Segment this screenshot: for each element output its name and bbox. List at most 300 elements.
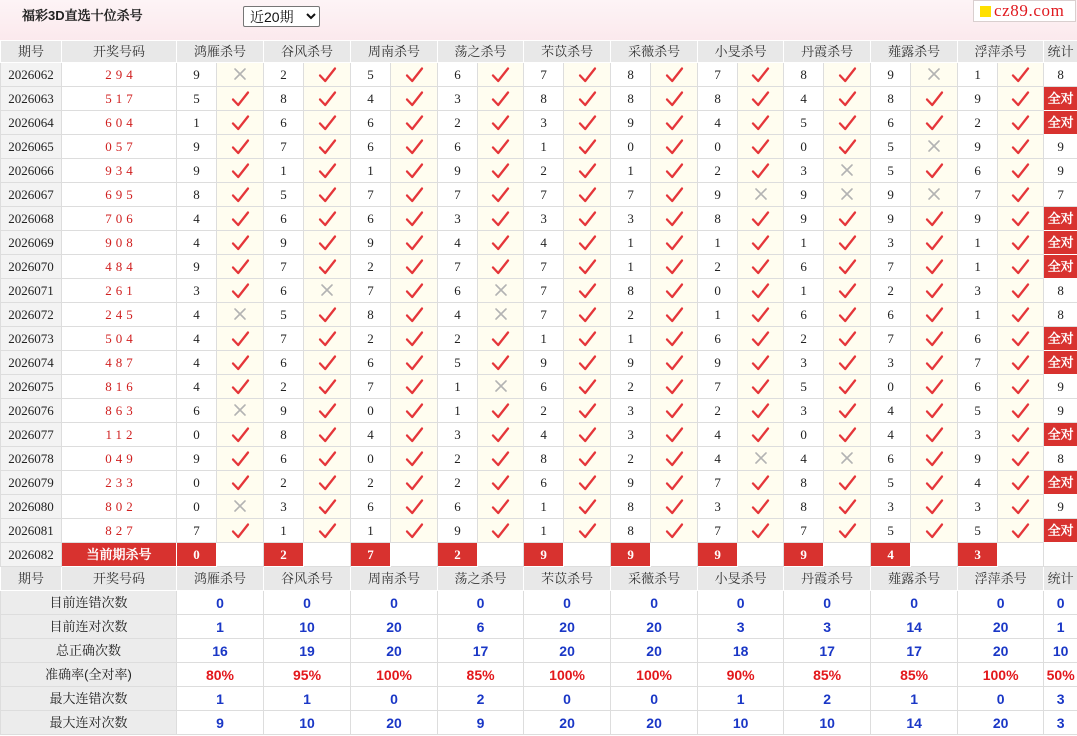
kill-result-cell [998,327,1044,351]
kill-result-cell [738,183,784,207]
summary-value: 0 [698,591,784,615]
kill-number-cell: 9 [264,231,304,255]
kill-result-cell [738,303,784,327]
check-icon [665,474,684,491]
check-icon [491,474,510,491]
kill-number-cell: 2 [871,279,911,303]
kill-number-cell: 1 [784,279,824,303]
kill-result-cell [824,207,871,231]
check-icon [665,234,684,251]
check-icon [578,522,597,539]
kill-number-cell: 8 [611,87,651,111]
cross-icon [320,283,334,297]
check-icon [231,138,250,155]
kill-number-cell: 9 [958,135,998,159]
kill-result-cell [738,447,784,471]
kill-number-cell: 7 [351,183,391,207]
kill-number-cell: 4 [177,303,217,327]
summary-label: 准确率(全对率) [1,663,177,687]
kill-result-cell [651,495,698,519]
summary-value: 3 [698,615,784,639]
check-icon [318,114,337,131]
kill-number-cell: 1 [611,159,651,183]
summary-value: 0 [264,591,351,615]
table-row [1,519,1077,543]
check-icon [405,498,424,515]
kill-result-cell [478,183,524,207]
kill-number-cell: 2 [351,255,391,279]
table-row [1,375,1077,399]
kill-result-cell [824,255,871,279]
period-cell: 2026074 [1,351,62,375]
check-icon [578,354,597,371]
kill-result-cell [478,87,524,111]
check-icon [665,90,684,107]
kill-number-cell: 2 [264,375,304,399]
kill-number-cell: 5 [438,351,478,375]
kill-number-cell: 8 [611,279,651,303]
check-icon [665,138,684,155]
period-cell: 2026078 [1,447,62,471]
kill-result-cell [998,279,1044,303]
column-header-expert: 鸿雁杀号 [177,41,264,63]
column-header-period: 期号 [1,567,62,591]
check-icon [751,354,770,371]
kill-result-cell [304,231,351,255]
kill-result-cell [998,423,1044,447]
table-row [1,255,1077,279]
kill-result-cell [391,471,438,495]
check-icon [751,234,770,251]
summary-value: 0 [958,591,1044,615]
kill-result-cell [824,87,871,111]
kill-number-cell: 2 [351,471,391,495]
check-icon [578,498,597,515]
kill-number-cell: 8 [264,87,304,111]
column-header-expert: 谷风杀号 [264,567,351,591]
stat-cell: 9 [1044,495,1077,519]
kill-number-cell: 9 [438,519,478,543]
check-icon [578,306,597,323]
kill-number-cell: 4 [438,231,478,255]
kill-number-cell: 2 [438,471,478,495]
summary-value: 0 [524,591,611,615]
kill-result-cell [651,207,698,231]
kill-result-cell [564,111,611,135]
summary-stat: 3 [1044,711,1077,735]
kill-result-cell [217,87,264,111]
kill-result-cell [217,303,264,327]
kill-number-cell: 6 [351,135,391,159]
kill-result-cell [911,183,958,207]
kill-result-cell [998,159,1044,183]
summary-value: 20 [958,615,1044,639]
kill-number-cell: 6 [351,351,391,375]
check-icon [751,378,770,395]
kill-result-cell [998,351,1044,375]
empty-cell [478,543,524,567]
kill-result-cell [217,279,264,303]
summary-value: 10 [264,711,351,735]
check-icon [491,114,510,131]
check-icon [925,234,944,251]
summary-value: 16 [177,639,264,663]
check-icon [925,114,944,131]
draw-number-cell: 057 [62,135,177,159]
kill-result-cell [911,423,958,447]
check-icon [1011,90,1030,107]
check-icon [751,90,770,107]
kill-result-cell [391,327,438,351]
kill-number-cell: 9 [958,447,998,471]
kill-number-cell: 7 [524,183,564,207]
kill-result-cell [738,423,784,447]
all-correct-badge: 全对 [1044,87,1077,111]
kill-number-cell: 7 [698,375,738,399]
kill-result-cell [911,279,958,303]
cross-icon [927,67,941,81]
current-kill-label: 当前期杀号 [62,543,177,567]
kill-result-cell [391,279,438,303]
check-icon [838,426,857,443]
summary-value: 0 [611,591,698,615]
check-icon [665,450,684,467]
kill-number-cell: 2 [784,327,824,351]
table-row [1,63,1077,87]
kill-result-cell [391,87,438,111]
kill-result-cell [564,447,611,471]
check-icon [1011,426,1030,443]
kill-number-cell: 8 [784,63,824,87]
kill-number-cell: 4 [351,423,391,447]
summary-value: 90% [698,663,784,687]
check-icon [405,138,424,155]
logo-text: cz89.com [994,1,1065,20]
kill-result-cell [564,255,611,279]
kill-result-cell [478,207,524,231]
kill-number-cell: 7 [871,255,911,279]
summary-label: 最大连对次数 [1,711,177,735]
kill-result-cell [391,351,438,375]
check-icon [665,498,684,515]
kill-number-cell: 7 [524,63,564,87]
check-icon [318,402,337,419]
kill-result-cell [824,423,871,447]
kill-number-cell: 4 [871,399,911,423]
kill-result-cell [911,519,958,543]
period-cell: 2026073 [1,327,62,351]
kill-number-cell: 2 [698,399,738,423]
kill-number-cell: 1 [524,327,564,351]
check-icon [318,378,337,395]
table-row [1,327,1077,351]
summary-stat: 10 [1044,639,1077,663]
check-icon [231,162,250,179]
kill-result-cell [824,135,871,159]
check-icon [405,90,424,107]
draw-number-cell: 706 [62,207,177,231]
check-icon [231,426,250,443]
kill-number-cell: 6 [871,303,911,327]
kill-number-cell: 6 [438,495,478,519]
summary-value: 20 [611,639,698,663]
period-range-select[interactable] [243,6,320,27]
empty-cell [217,543,264,567]
check-icon [231,378,250,395]
kill-number-cell: 8 [611,63,651,87]
period-cell: 2026065 [1,135,62,159]
summary-label: 目前连错次数 [1,591,177,615]
kill-result-cell [391,303,438,327]
check-icon [318,210,337,227]
kill-result-cell [564,399,611,423]
check-icon [231,210,250,227]
draw-number-cell: 487 [62,351,177,375]
kill-result-cell [478,231,524,255]
check-icon [491,138,510,155]
cross-icon [840,187,854,201]
period-cell: 2026081 [1,519,62,543]
column-header-expert: 芣苡杀号 [524,41,611,63]
check-icon [318,474,337,491]
kill-result-cell [824,519,871,543]
kill-number-cell: 6 [177,399,217,423]
kill-number-cell: 5 [871,519,911,543]
summary-value: 3 [784,615,871,639]
check-icon [838,402,857,419]
kill-result-cell [478,279,524,303]
kill-result-cell [564,207,611,231]
kill-result-cell [998,207,1044,231]
empty-cell [998,543,1044,567]
check-icon [491,402,510,419]
kill-number-cell: 2 [698,255,738,279]
kill-number-cell: 6 [698,327,738,351]
kill-result-cell [478,471,524,495]
kill-number-cell: 5 [784,375,824,399]
current-kill-number: 4 [871,543,911,567]
kill-number-cell: 0 [784,135,824,159]
summary-value: 9 [177,711,264,735]
draw-number-cell: 908 [62,231,177,255]
summary-value: 10 [698,711,784,735]
column-header-expert: 采薇杀号 [611,41,698,63]
check-icon [578,186,597,203]
kill-number-cell: 1 [264,159,304,183]
kill-number-cell: 7 [611,183,651,207]
kill-result-cell [564,495,611,519]
kill-result-cell [217,255,264,279]
column-header-expert: 周南杀号 [351,567,438,591]
kill-result-cell [824,159,871,183]
kill-result-cell [304,279,351,303]
summary-value: 85% [871,663,958,687]
kill-result-cell [304,303,351,327]
kill-result-cell [651,255,698,279]
period-cell: 2026069 [1,231,62,255]
check-icon [231,474,250,491]
summary-label: 总正确次数 [1,639,177,663]
kill-number-cell: 8 [698,87,738,111]
summary-value: 1 [264,687,351,711]
logo-square-icon [980,6,991,17]
kill-result-cell [998,519,1044,543]
check-icon [318,498,337,515]
kill-result-cell [391,447,438,471]
kill-number-cell: 7 [264,327,304,351]
kill-number-cell: 5 [871,159,911,183]
check-icon [925,450,944,467]
site-logo[interactable] [973,0,1076,22]
kill-result-cell [824,111,871,135]
kill-number-cell: 3 [784,159,824,183]
check-icon [231,114,250,131]
check-icon [231,234,250,251]
check-icon [491,426,510,443]
kill-result-cell [478,63,524,87]
kill-number-cell: 3 [611,399,651,423]
kill-number-cell: 8 [264,423,304,447]
all-correct-badge: 全对 [1044,207,1077,231]
check-icon [925,210,944,227]
draw-number-cell: 504 [62,327,177,351]
check-icon [231,354,250,371]
kill-result-cell [738,399,784,423]
check-icon [491,258,510,275]
check-icon [405,474,424,491]
kill-result-cell [911,399,958,423]
kill-number-cell: 2 [524,159,564,183]
kill-result-cell [998,375,1044,399]
kill-number-cell: 7 [958,351,998,375]
kill-result-cell [391,63,438,87]
kill-result-cell [564,303,611,327]
check-icon [318,522,337,539]
kill-number-cell: 5 [958,399,998,423]
kill-number-cell: 9 [871,63,911,87]
check-icon [578,258,597,275]
summary-value: 20 [524,711,611,735]
summary-value: 0 [784,591,871,615]
check-icon [318,450,337,467]
check-icon [838,114,857,131]
kill-number-cell: 4 [351,87,391,111]
kill-number-cell: 1 [958,255,998,279]
kill-result-cell [478,447,524,471]
kill-number-cell: 7 [958,183,998,207]
check-icon [491,210,510,227]
kill-result-cell [998,471,1044,495]
empty-cell [911,543,958,567]
check-icon [405,378,424,395]
period-cell: 2026067 [1,183,62,207]
kill-number-cell: 9 [698,351,738,375]
kill-number-cell: 9 [958,87,998,111]
check-icon [1011,234,1030,251]
check-icon [925,402,944,419]
kill-number-cell: 7 [264,255,304,279]
kill-number-cell: 2 [264,63,304,87]
check-icon [751,402,770,419]
column-header-expert: 丹霞杀号 [784,41,871,63]
column-header-expert: 薤露杀号 [871,41,958,63]
column-header-expert: 荡之杀号 [438,567,524,591]
check-icon [665,282,684,299]
header-row [1,41,1077,63]
current-kill-number: 9 [611,543,651,567]
kill-number-cell: 6 [264,351,304,375]
kill-number-cell: 3 [438,87,478,111]
check-icon [491,66,510,83]
period-cell: 2026080 [1,495,62,519]
kill-result-cell [651,447,698,471]
kill-result-cell [304,399,351,423]
summary-value: 0 [871,591,958,615]
kill-number-cell: 9 [784,207,824,231]
empty-cell [1044,543,1077,567]
check-icon [665,258,684,275]
kill-number-cell: 8 [524,87,564,111]
kill-result-cell [738,279,784,303]
kill-number-cell: 5 [177,87,217,111]
kill-result-cell [564,135,611,159]
top-bar [0,0,1077,40]
current-kill-row [1,543,1077,567]
kill-number-cell: 7 [524,255,564,279]
kill-result-cell [911,111,958,135]
draw-number-cell: 261 [62,279,177,303]
summary-value: 0 [351,687,438,711]
check-icon [318,234,337,251]
check-icon [838,522,857,539]
current-kill-number: 2 [438,543,478,567]
kill-number-cell: 2 [958,111,998,135]
kill-result-cell [391,375,438,399]
check-icon [665,402,684,419]
kill-result-cell [824,471,871,495]
kill-result-cell [391,255,438,279]
check-icon [405,522,424,539]
kill-number-cell: 7 [351,279,391,303]
kill-result-cell [564,519,611,543]
kill-result-cell [651,279,698,303]
kill-result-cell [651,303,698,327]
kill-result-cell [564,231,611,255]
kill-result-cell [564,87,611,111]
check-icon [1011,354,1030,371]
kill-number-cell: 6 [524,471,564,495]
kill-result-cell [651,63,698,87]
check-icon [925,306,944,323]
check-icon [491,498,510,515]
kill-result-cell [911,63,958,87]
current-kill-number: 7 [351,543,391,567]
kill-number-cell: 3 [438,207,478,231]
kill-number-cell: 5 [958,519,998,543]
check-icon [491,354,510,371]
kill-result-cell [304,471,351,495]
kill-result-cell [651,471,698,495]
column-header-expert: 采薇杀号 [611,567,698,591]
column-header-expert: 芣苡杀号 [524,567,611,591]
summary-value: 0 [438,591,524,615]
kill-result-cell [998,63,1044,87]
kill-result-cell [738,63,784,87]
check-icon [405,66,424,83]
kill-result-cell [738,519,784,543]
check-icon [318,426,337,443]
summary-value: 14 [871,615,958,639]
